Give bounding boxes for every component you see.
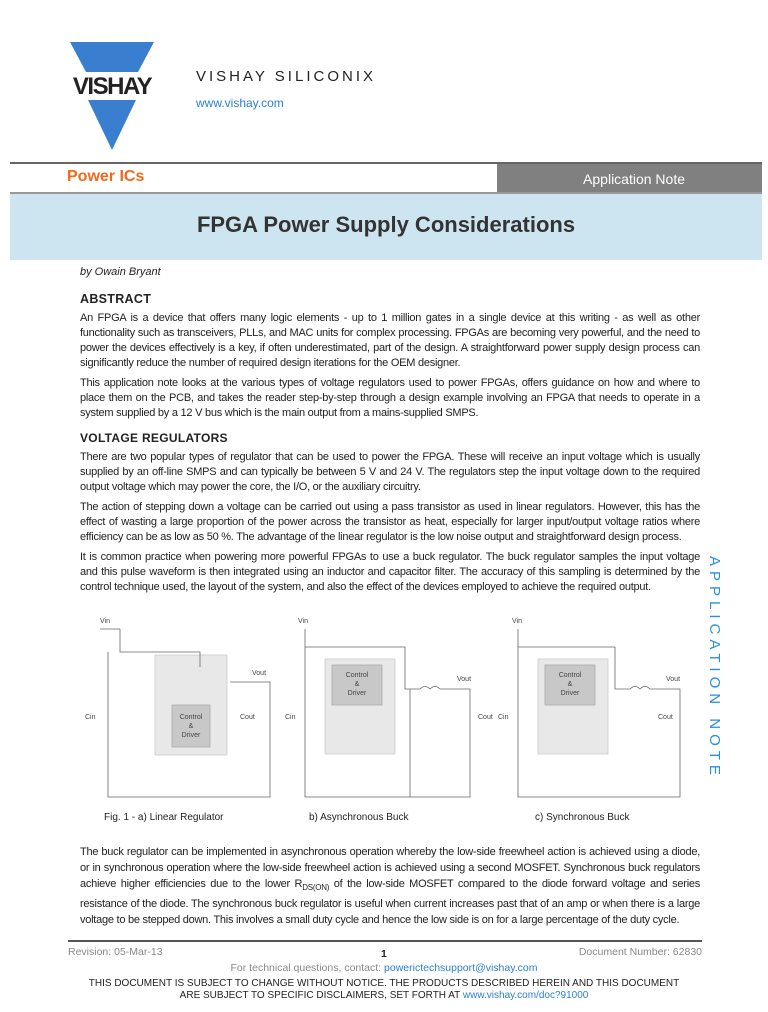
section-voltage-regulators [80,431,700,595]
vout-label-a: Vout [252,670,267,677]
paragraph: The action of stepping down a voltage can be carried out using a pass transistor as used in linear regulators. However, this has the effect of wasting a large proportion of the power across the transistor as heat, especially for larger input/output voltage ratios where efficiency can be as low as 50 %. The advantage of the linear regulator is the low noise output and straightforward design process. [80,501,700,543]
section-heading-abstract: ABSTRACT [80,292,152,306]
block-label: Driver [560,690,580,697]
contact-prefix: For technical questions, contact: [230,962,385,975]
text: of the low-side MOSFET compared to the diode forward voltage and series resistance of the diode. The synchronous buck regulator is useful when current increases past that of an amp or when there is a large voltage to be stepped down. This involves a small duty cycle and hence the low side is on for a large percentage of the duty cycle. [80,878,700,927]
figure-caption-a: Fig. 1 - a) Linear Regulator [104,812,224,823]
cin-label-a: Cin [85,714,96,721]
doc-type-label: Application Note [497,164,762,192]
async-buck-schematic [305,629,470,797]
paragraph: It is common practice when powering more powerful FPGAs to use a buck regulator. The buck regulator samples the input voltage and this pulse waveform is then integrated using an inductor and capacitor filter. The accuracy of this sampling is determined by the control technique used, the layout of the system, and also the effect of the devices employed to achieve the required output. [80,551,700,593]
cin-label-c: Cin [498,714,509,721]
figure-captions [80,812,700,830]
contact-email-link[interactable]: powerictechsupport@vishay.com [384,962,538,975]
block-label: Control [179,714,203,721]
vin-label-b: Vin [298,618,308,625]
block-label: Driver [181,732,201,739]
figure-caption-c: c) Synchronous Buck [535,812,630,823]
category-label: Power ICs [67,168,145,185]
block-label: & [354,681,360,688]
block-label: Control [558,672,582,679]
vout-label-c: Vout [666,676,681,683]
disclaimer-text: ARE SUBJECT TO SPECIFIC DISCLAIMERS, SET FORTH AT [179,990,463,1002]
block-label: & [188,723,194,730]
author: by Owain Bryant [80,266,161,278]
footer-divider [68,940,702,962]
disclaimer-link[interactable]: www.vishay.com/doc?91000 [462,990,589,1002]
page-number: 1 [381,948,387,961]
revision: Revision: 05-Mar-13 [68,946,163,959]
cout-label-b: Cout [478,714,493,721]
main-content [80,0,700,928]
figure-caption-b: b) Asynchronous Buck [309,812,409,823]
svg-text:VISHAY: VISHAY [72,73,152,100]
section-heading-voltage-regulators: VOLTAGE REGULATORS [80,431,228,445]
block-label: Driver [347,690,367,697]
disclaimer-line: THIS DOCUMENT IS SUBJECT TO CHANGE WITHOUT NOTICE. THE PRODUCTS DESCRIBED HEREIN AND THIS DOCUMENT [88,978,680,990]
side-label: APPLICATION NOTE [706,556,723,780]
disclaimer-line [0,990,768,1002]
sync-buck-schematic [518,629,680,797]
regulator-schematics [80,607,700,812]
block-label: Control [345,672,369,679]
vout-label-b: Vout [457,676,472,683]
disclaimer [0,978,768,1012]
document-number: Document Number: 62830 [578,946,702,959]
text: The buck regulator can be implemented in asynchronous operation whereby the low-side freewheel action is achieved using a diode, or in synchronous operation where the low-side freewheel action is achieved using a second MOSFET. Synchronous buck regulators achieve higher efficiencies due to the lower R [80,846,700,890]
cout-label-a: Cout [240,714,255,721]
contact-line [0,962,768,974]
company-name: VISHAY SILICONIX [196,68,376,85]
cin-label-b: Cin [285,714,296,721]
paragraph: There are two popular types of regulator that can be used to power the FPGA. These will receive an input voltage which is usually supplied by an off-line SMPS and can typically be between 5 V and 24 V. The regulators step the input voltage down to the required output voltage which may power the core, the I/O, or the auxiliary circuitry. [80,451,700,493]
block-label: & [567,681,573,688]
page-title: FPGA Power Supply Considerations [10,194,762,260]
subscript: DS(ON) [302,883,330,893]
linear-regulator-schematic [100,629,270,797]
cout-label-c: Cout [658,714,673,721]
paragraph [80,844,700,928]
paragraph: An FPGA is a device that offers many logic elements - up to 1 million gates in a single device at this writing - as well as other functionality such as transceivers, PLLs, and MAC units for complex processing. FPGAs are becoming very powerful, and the need to power the devices effectively is a key, if often underestimated, part of the design. A straightforward power supply design process can significantly reduce the number of required design iterations for the OEM designer. [80,312,700,369]
vin-label-a: Vin [100,618,110,625]
paragraph: This application note looks at the various types of voltage regulators used to power FPGAs, offers guidance on how and where to place them on the PCB, and takes the reader step-by-step through a design example involving an FPGA that needs to operate in a system supplied by a 12 V bus which is the main output from a mains-supplied SMPS. [80,377,700,419]
website-link[interactable]: www.vishay.com [196,96,284,110]
vin-label-c: Vin [512,618,522,625]
section-abstract [80,292,700,421]
